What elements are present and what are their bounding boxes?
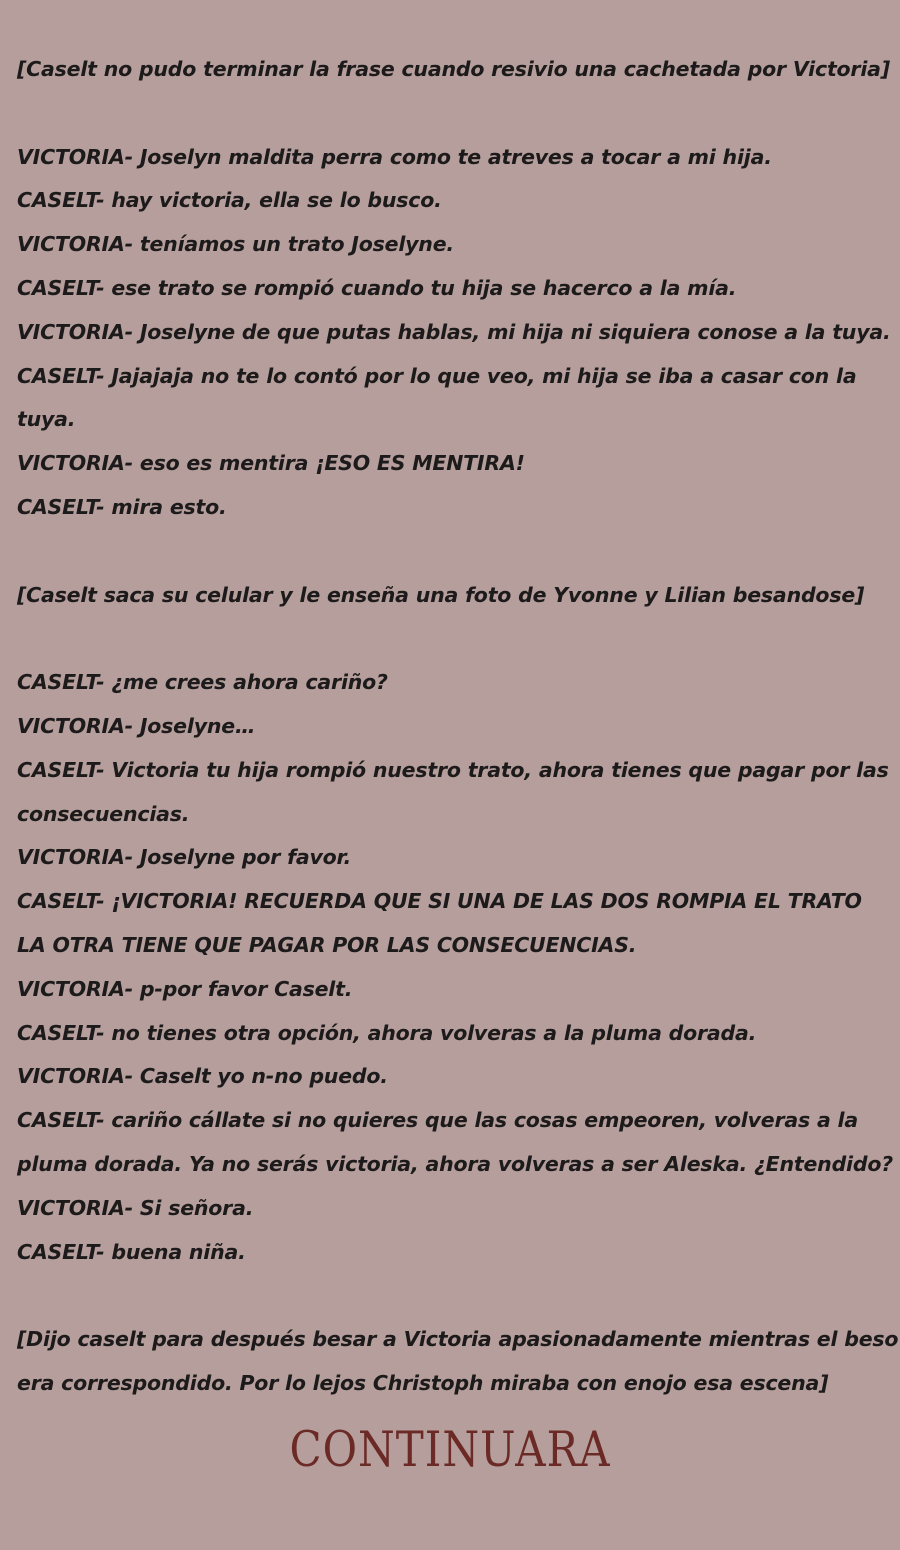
dialogue-line: VICTORIA- p-por favor Caselt. <box>17 976 353 1001</box>
dialogue-line: tuya. <box>17 407 76 432</box>
dialogue-line: CASELT- Jajajaja no te lo contó por lo que veo, mi hija se iba a casar con la <box>17 363 857 388</box>
dialogue-line: LA OTRA TIENE QUE PAGAR POR LAS CONSECUENCIAS. <box>17 932 637 957</box>
dialogue-line: CASELT- cariño cállate si no quieres que las cosas empeoren, volveras a la <box>17 1108 858 1133</box>
blank-line <box>17 617 877 661</box>
dialogue-line: [Caselt no pudo terminar la frase cuando resivio una cachetada por Victoria] <box>17 57 890 81</box>
dialogue-line: [Dijo caselt para después besar a Victoria apasionadamente mientras el beso <box>17 1327 899 1352</box>
dialogue-line: VICTORIA- Joselyne por favor. <box>17 845 352 870</box>
dialogue-line: consecuencias. <box>17 801 190 826</box>
dialogue-line: VICTORIA- Joselyn maldita perra como te atreves a tocar a mi hija. <box>17 144 772 169</box>
dialogue-line: CASELT- Victoria tu hija rompió nuestro trato, ahora tienes que pagar por las <box>17 757 889 782</box>
dialogue-line: CASELT- ¡VICTORIA! RECUERDA QUE SI UNA DE LAS DOS ROMPIA EL TRATO <box>17 889 862 914</box>
dialogue-line: era correspondido. Por lo lejos Christoph miraba con enojo esa escena] <box>17 1370 829 1395</box>
blank-line <box>17 530 877 574</box>
dialogue-line: VICTORIA- Caselt yo n-no puedo. <box>17 1064 388 1089</box>
dialogue-line: CASELT- ese trato se rompió cuando tu hija se hacerco a la mía. <box>17 275 737 300</box>
dialogue-line: [Caselt saca su celular y le enseña una foto de Yvonne y Lilian besandose] <box>17 582 865 607</box>
dialogue-line: VICTORIA- eso es mentira ¡ESO ES MENTIRA! <box>17 451 525 476</box>
dialogue-line: VICTORIA- Joselyne de que putas hablas, mi hija ni siquiera conose a la tuya. <box>17 319 891 344</box>
dialogue-line: VICTORIA- teníamos un trato Joselyne. <box>17 232 454 257</box>
dialogue-text <box>17 48 899 1406</box>
blank-line <box>17 1274 877 1318</box>
dialogue-line: CASELT- no tienes otra opción, ahora volveras a la pluma dorada. <box>17 1020 757 1045</box>
dialogue-line: pluma dorada. Ya no serás victoria, ahora volveras a ser Aleska. ¿Entendido? <box>17 1151 893 1176</box>
continuara-title: CONTINUARA <box>289 1421 611 1478</box>
dialogue-line: CASELT- mira esto. <box>17 494 227 519</box>
dialogue-line: VICTORIA- Joselyne… <box>17 713 256 738</box>
dialogue-line: CASELT- ¿me crees ahora cariño? <box>17 670 388 695</box>
dialogue-line: CASELT- buena niña. <box>17 1239 246 1264</box>
dialogue-line: VICTORIA- Si señora. <box>17 1195 254 1220</box>
blank-line <box>17 92 877 136</box>
dialogue-line: CASELT- hay victoria, ella se lo busco. <box>17 188 442 213</box>
